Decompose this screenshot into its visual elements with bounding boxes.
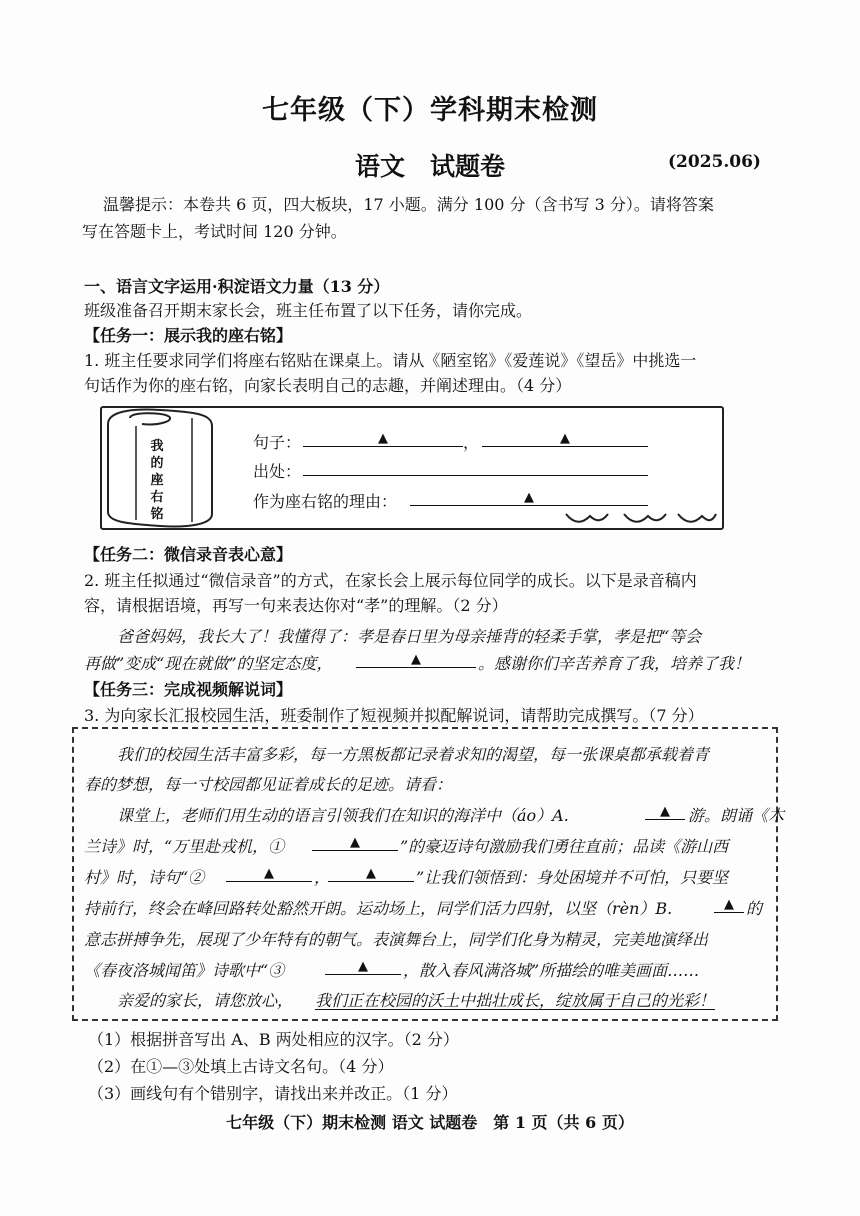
wave-decoration [560,508,720,526]
narration-line-3b: 游。朗诵《木 [688,806,785,825]
exam-title: 七年级（下）学科期末检测 [262,95,598,126]
blank-marker: ▲ [560,431,570,446]
sentence-label: 句子： [253,433,302,452]
blank-marker: ▲ [264,866,274,881]
blank-a[interactable] [645,801,685,820]
passage-2-line-2b: 。感谢你们辛苦养育了我，培养了我！ [478,654,751,673]
task-2-heading: 【任务二：微信录音表心意】 [84,545,293,564]
blank-marker: ▲ [378,431,388,446]
notice-line-1: 温馨提示：本卷共 6 页，四大板块，17 小题。满分 100 分（含书写 3 分）。请将答案 [103,195,714,214]
passage-2-line-2a: 再做”变成“现在就做”的坚定态度， [84,654,333,673]
narration-line-7: 意志拼搏争先，展现了少年特有的朝气。表演舞台上，同学们化身为精灵，完美地演绎出 [84,930,709,949]
sentence-blank-1[interactable] [303,428,463,447]
blank-2a[interactable] [226,863,312,882]
narration-line-1: 我们的校园生活丰富多彩，每一方黑板都记录着求知的渴望，每一张课桌都承载着青 [117,745,710,764]
blank-marker: ▲ [350,835,360,850]
filial-piety-blank[interactable] [356,649,476,668]
narration-line-5b: ， [314,868,331,887]
blank-2b[interactable] [328,863,414,882]
blank-b[interactable] [714,894,744,913]
narration-line-4b: ”的豪迈诗句激励我们勇往直前；品读《游山西 [400,837,729,856]
page-footer: 七年级（下）期末检测 语文 试题卷 第 1 页（共 6 页） [226,1113,634,1132]
blank-marker: ▲ [724,897,734,912]
narration-line-3: 课堂上，老师们用生动的语言引领我们在知识的海洋中（áo）A. [117,806,569,825]
question-3-line: 3. 为向家长汇报校园生活，班委制作了短视频并拟配解说词，请帮助完成撰写。（7 分） [84,706,704,725]
narration-line-9a: 亲爱的家长，请您放心， [117,991,294,1010]
sub-question-2: （2）在①—③处填上古诗文名句。（4 分） [88,1057,394,1076]
blank-marker: ▲ [358,959,368,974]
blank-1[interactable] [312,832,398,851]
narration-line-8a: 《春夜洛城闻笛》诗歌中“③ [84,961,285,980]
blank-marker: ▲ [524,490,534,505]
narration-line-6b: 的 [746,899,763,918]
sentence-comma: ， [463,433,480,452]
narration-line-2: 春的梦想，每一寸校园都见证着成长的足迹。请看： [84,775,453,794]
task-1-heading: 【任务一：展示我的座右铭】 [84,326,293,345]
narration-line-4a: 兰诗》时，“万里赴戎机，① [84,837,285,856]
source-label: 出处： [253,462,302,481]
sub-question-3: （3）画线句有个错别字，请找出来并改正。（1 分） [88,1084,458,1103]
sentence-blank-2[interactable] [482,428,648,447]
blank-marker: ▲ [366,866,376,881]
exam-date: (2025.06) [668,152,761,172]
reason-label: 作为座右铭的理由： [253,492,398,511]
reason-blank[interactable] [410,487,648,506]
question-2-line-2: 容，请根据语境，再写一句来表达你对“孝”的理解。（2 分） [84,596,508,615]
notice-line-2: 写在答题卡上，考试时间 120 分钟。 [82,222,347,241]
question-1-line-1: 1. 班主任要求同学们将座右铭贴在课桌上。请从《陋室铭》《爱莲说》《望岳》中挑选一 [84,351,697,370]
section-1-heading: 一、语言文字运用·积淀语文力量（13 分） [84,277,390,296]
question-1-line-2: 句话作为你的座右铭，向家长表明自己的志趣，并阐述理由。（4 分） [84,376,572,395]
blank-marker: ▲ [411,652,421,667]
blank-3[interactable] [325,956,401,975]
narration-line-5a: 村》时，诗句“② [84,868,205,887]
underlined-sentence: 我们正在校园的沃土中拙壮成长，绽放属于自己的光彩！ [315,991,716,1010]
narration-line-6a: 持前行，终会在峰回路转处豁然开朗。运动场上，同学们活力四射，以坚（rèn）B. [84,899,673,918]
scroll-title: 我的座右铭 [150,439,164,522]
narration-line-5c: ”让我们领悟到：身处困境并不可怕，只要坚 [416,868,729,887]
passage-2-line-1: 爸爸妈妈，我长大了！我懂得了：孝是春日里为母亲捶背的轻柔手掌，孝是把“等会 [117,627,702,646]
section-1-intro: 班级准备召开期末家长会，班主任布置了以下任务，请你完成。 [84,301,533,320]
blank-marker: ▲ [660,804,670,819]
source-blank[interactable] [303,457,648,476]
task-3-heading: 【任务三：完成视频解说词】 [84,680,293,699]
exam-subtitle: 语文 试题卷 [355,152,506,181]
sub-question-1: （1）根据拼音写出 A、B 两处相应的汉字。（2 分） [88,1030,459,1049]
question-2-line-1: 2. 班主任拟通过“微信录音”的方式，在家长会上展示每位同学的成长。以下是录音稿内 [84,571,697,590]
narration-line-8b: ，散入春风满洛城”所描绘的唯美画面…… [403,961,700,980]
